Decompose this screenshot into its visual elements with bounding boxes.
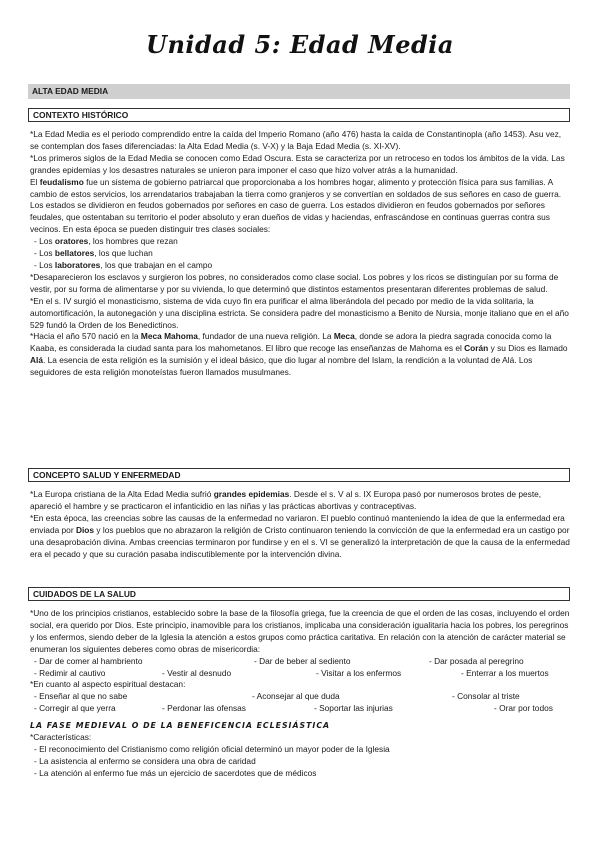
cuidados-body (30, 608, 570, 780)
contexto-paragraph-1: *La Edad Media es el periodo comprendido entre la caída del Imperio Romano (año 476) hasta la caída de Constantinopla (año 1453). Asu vez, se contemplan dos fases diferenciadas: la Alta Edad Media (s. V-X) y la Baja Edad Media (s. XI-XV). (30, 129, 562, 151)
espiritual-row-2: - Corregir al que yerra - Perdonar las ofensas - Soportar las injurias - Orar por todos (34, 703, 553, 714)
heading-fase-medieval: LA FASE MEDIEVAL O DE LA BENEFICENCIA ECLESIÁSTICA (30, 721, 331, 731)
cuidados-paragraph-2: *En cuanto al aspecto espiritual destacan: (30, 679, 186, 690)
contexto-paragraph-5: *En el s. IV surgió el monasticismo, sistema de vida cuyo fin era purificar el alma liberándola del pecado por medio de la vida solitaria, la automortificación, la autonegación y una disciplina estricta. Se considera padre del monasticismo a Benito de Nursia, monje italiano que en el año 529 fundó la Orden de los Benedictinos. (30, 295, 569, 330)
clase-bellatores: - Los bellatores, los que luchan (34, 248, 153, 259)
misericordia-row-2: - Redimir al cautivo - Vestir al desnudo - Visitar a los enfermos - Enterrar a los muertos (34, 667, 549, 678)
concepto-paragraph-2: *En esta época, las creencias sobre las causas de la enfermedad no variaron. El pueblo continuó manteniendo la idea de que la enfermedad era enviada por Dios y los pueblos que no abrazaron la religión de Cristo continuaron teniendo la convicción de que la enfermedad era un castigo por una desaprobación divina. Ambas creencias terminaron por fundirse y en el s. VI se generalizó la interpretación de que la causa de la enfermedad era el pecado y que su curación pasaba indiscutiblemente por la intervención divina. (30, 512, 570, 559)
heading-contexto-historico: CONTEXTO HISTÓRICO (28, 108, 570, 122)
espiritual-row-1: - Enseñar al que no sabe - Aconsejar al que duda - Consolar al triste (34, 691, 520, 702)
section-alta-edad-media: ALTA EDAD MEDIA (28, 84, 570, 99)
clase-oratores: - Los oratores, los hombres que rezan (34, 236, 178, 247)
fase-item: - La asistencia al enfermo se considera una obra de caridad (34, 755, 256, 766)
clase-laboratores: - Los laboratores, los que trabajan en el campo (34, 259, 213, 270)
misericordia-row-1: - Dar de comer al hambriento - Dar de beber al sediento - Dar posada al peregrino (34, 655, 524, 666)
term-feudalismo: feudalismo (39, 176, 84, 187)
concepto-paragraph-1: *La Europa cristiana de la Alta Edad Media sufrió grandes epidemias. Desde el s. V al s. IX Europa pasó por numerosos brotes de peste, apareció el hambre y se practicaron el infanticidio en las niñas y las prácticas abortivas y contraceptivas. (30, 489, 542, 511)
fase-label: *Características: (30, 732, 92, 743)
fase-item: - El reconocimiento del Cristianismo como religión oficial determinó un mayor poder de la Iglesia (34, 743, 390, 754)
contexto-paragraph-2: *Los primeros siglos de la Edad Media se conocen como Edad Oscura. Esta se caracteriza por un retroceso en todos los ámbitos de la vida. Las grandes epidemias y los desastres naturales se unieron para imponer el caso que hizo volver atrás a la humanidad. (30, 152, 565, 175)
concepto-body (30, 489, 570, 560)
page-title: Unidad 5: Edad Media (146, 30, 454, 59)
contexto-paragraph-6: *Hacia el año 570 nació en la Meca Mahoma, fundador de una nueva religión. La Meca, donde se adora la piedra sagrada conocida como la Kaaba, es considerada la ciudad santa para los mahometanos. El libro que recoge las enseñanzas de Mahoma es el Corán y su Dios es llamado Alá. La esencia de esta religión es la sumisión y el ideal básico, que dio lugar al nombre del Islam, la rendición a la voluntad de Alá. Los seguidores de esta religión monoteístas fueron llamados musulmanes. (30, 331, 568, 378)
heading-concepto-salud: CONCEPTO SALUD Y ENFERMEDAD (28, 468, 570, 482)
fase-item: - La atención al enfermo fue más un ejercicio de sacerdotes que de médicos (34, 767, 317, 778)
heading-cuidados-salud: CUIDADOS DE LA SALUD (28, 587, 570, 601)
contexto-paragraph-4: *Desaparecieron los esclavos y surgieron los pobres, no considerados como clase social. Los pobres y los ricos se distinguían por su forma de vestir, por su forma de alimentarse y por su vivienda, lo que determinó que distintos estamentos presentaran diferentes problemas de salud. (30, 271, 559, 294)
contexto-body (30, 129, 570, 379)
contexto-paragraph-3: El feudalismo fue un sistema de gobierno patriarcal que proporcionaba a los hombres hogar, alimento y protección física para sus familias. A cambio de estos servicios, los arrendatarios trabajaban la tierra como granjeros y se convertían en soldados de sus señores en caso de guerra. Los estados se dividieron en feudos gobernados por señores en caso de guerra. Los estados dividieron en feudos gobernados por señores feudales, que ostentaban su territorio el poder absoluto y eran dueños de vidas y haciendas, enfrascándose en continuas guerras contra sus vecinos. En esta época se pueden distinguir tres clases sociales: (30, 176, 562, 235)
cuidados-paragraph-1: *Uno de los principios cristianos, establecido sobre la base de la filosofía griega, fue la creencia de que el orden de las cosas, incluyendo el orden social, era querido por Dios. Este principio, inamovible para los cristianos, implicaba una consideración igualitaria hacia los pobres, los peregrinos y los enfermos, siendo deber de la Iglesia la atención a estos grupos como práctica caritativa. En relación con la atención de carácter material se enumeran los siguientes deberes como obras de misericordia: (30, 608, 570, 654)
